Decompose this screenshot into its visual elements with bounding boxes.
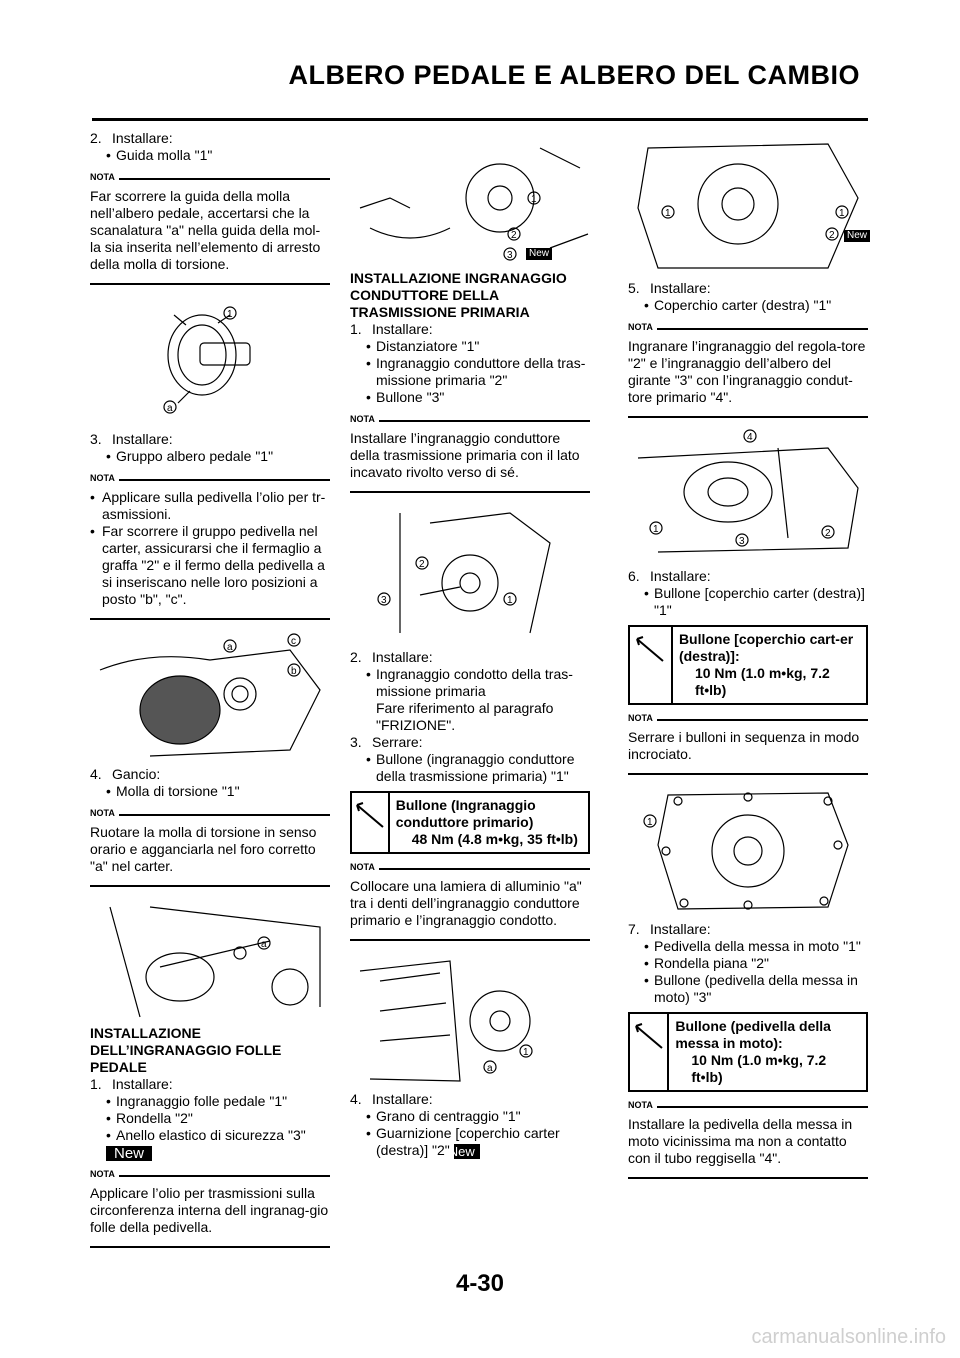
note-label: NOTA xyxy=(628,321,657,333)
note-label: NOTA xyxy=(350,861,379,873)
svg-text:1: 1 xyxy=(523,1047,529,1058)
figure-illustration xyxy=(628,785,868,915)
figure-bolt-sequence xyxy=(628,785,868,915)
note-text: Ingranare l’ingranaggio del regola-tore "2" e l’ingranaggio dell’albero del girante "3" con l’ingranaggio condut-tore primario "4". xyxy=(628,338,866,405)
torque-name: Bullone [coperchio cart-er (destra)]: xyxy=(678,631,854,664)
note-box xyxy=(90,808,330,887)
svg-text:3: 3 xyxy=(507,250,513,261)
figure-illustration xyxy=(350,503,590,643)
step-4: 4. Gancio: xyxy=(90,766,161,782)
torque-box xyxy=(628,1012,868,1092)
figure-kick-shaft xyxy=(90,630,330,760)
note-box xyxy=(350,862,590,941)
step-2: 2. Installare: xyxy=(350,649,433,665)
list-item: • Bullone (pedivella della messa in moto) "3" xyxy=(640,972,868,1006)
torque-name: Bullone (Ingranaggio conduttore primario) xyxy=(395,797,536,830)
torque-box xyxy=(628,625,868,705)
step-2: 2. Installare: xyxy=(90,130,173,146)
figure-illustration xyxy=(350,138,590,264)
note-box xyxy=(90,473,330,620)
svg-text:2: 2 xyxy=(829,230,835,241)
svg-text:2: 2 xyxy=(419,559,425,570)
note-label: NOTA xyxy=(628,1099,657,1111)
step-1: 1. Installare: xyxy=(90,1076,173,1092)
svg-text:2: 2 xyxy=(511,230,517,241)
watermark: carmanualsonline.info xyxy=(751,1326,946,1348)
torque-value: 10 Nm (1.0 m•kg, 7.2 ft•lb) xyxy=(691,1052,827,1085)
note-text: Serrare i bulloni in sequenza in modo incrociato. xyxy=(628,729,860,762)
svg-text:1: 1 xyxy=(653,524,659,535)
list-item: • Gruppo albero pedale "1" xyxy=(102,448,330,465)
svg-text:1: 1 xyxy=(531,194,537,205)
figure-torsion-spring xyxy=(90,897,330,1019)
torque-name: Bullone (pedivella della messa in moto): xyxy=(675,1018,831,1051)
note-text: Collocare una lamiera di alluminio "a" tra i denti dell’ingranaggio conduttore primario e l’ingranaggio condotto. xyxy=(350,878,582,928)
svg-text:a: a xyxy=(261,939,267,950)
note-label: NOTA xyxy=(90,807,119,819)
column-3 xyxy=(628,138,868,1189)
section-heading: INSTALLAZIONE DELL’INGRANAGGIO FOLLE PEDALE xyxy=(90,1025,282,1075)
section-heading: INSTALLAZIONE INGRANAGGIO CONDUTTORE DELLA TRASMISSIONE PRIMARIA xyxy=(350,270,567,320)
list-item: • Bullone (ingranaggio conduttore della trasmissione primaria) "1" xyxy=(362,751,590,785)
note-label: NOTA xyxy=(90,1168,119,1180)
new-badge: New xyxy=(526,248,552,260)
list-item: • Ingranaggio folle pedale "1" xyxy=(102,1093,330,1110)
list-item: • Anello elastico di sicurezza "3" xyxy=(102,1127,330,1144)
list-item: • Grano di centraggio "1" xyxy=(362,1108,590,1125)
list-item: • Pedivella della messa in moto "1" xyxy=(640,938,868,955)
torque-box xyxy=(350,791,590,854)
column-1 xyxy=(90,130,330,1258)
note-text: Applicare l’olio per trasmissioni sulla circonferenza interna dell ingranag-gio folle della pedivella. xyxy=(90,1185,329,1235)
list-item: • Coperchio carter (destra) "1" xyxy=(640,297,868,314)
svg-text:b: b xyxy=(291,666,297,677)
note-box xyxy=(90,172,330,285)
step-1: 1. Installare: xyxy=(350,321,433,337)
column-2 xyxy=(350,138,590,1159)
list-item: • Distanziatore "1" xyxy=(362,338,590,355)
svg-text:3: 3 xyxy=(739,536,745,547)
svg-text:3: 3 xyxy=(381,595,387,606)
page-number: 4-30 xyxy=(455,1270,505,1297)
figure-illustration xyxy=(90,295,330,425)
list-item: • Bullone "3" xyxy=(362,389,590,406)
new-badge: New xyxy=(844,230,870,242)
list-item: • Molla di torsione "1" xyxy=(102,783,330,800)
new-badge: New xyxy=(106,1146,152,1161)
note-label: NOTA xyxy=(628,712,657,724)
note-text: Installare l’ingranaggio conduttore della trasmissione primaria con il lato incavato rivolto verso di sé. xyxy=(350,430,580,480)
figure-illustration xyxy=(90,630,330,760)
figure-illustration xyxy=(628,138,868,274)
svg-text:2: 2 xyxy=(825,528,831,539)
note-label: NOTA xyxy=(90,171,119,183)
note-box xyxy=(350,414,590,493)
note-box xyxy=(628,713,868,775)
svg-text:c: c xyxy=(291,636,296,647)
step-6: 6. Installare: xyxy=(628,568,711,584)
new-badge: New xyxy=(454,1144,480,1159)
list-item: • Ingranaggio conduttore della tras-missione primaria "2" xyxy=(362,355,590,389)
figure-spring-guide xyxy=(90,295,330,425)
note-bullet: • Applicare sulla pedivella l’olio per tr-asmissioni. xyxy=(90,489,330,523)
svg-text:4: 4 xyxy=(747,432,753,443)
step-3: 3. Installare: xyxy=(90,431,173,447)
figure-illustration xyxy=(90,897,330,1019)
step-5: 5. Installare: xyxy=(628,280,711,296)
page-title: ALBERO PEDALE E ALBERO DEL CAMBIO xyxy=(288,60,860,90)
note-box xyxy=(628,322,868,418)
list-item: • Guida molla "1" xyxy=(102,147,330,164)
step-3: 3. Serrare: xyxy=(350,734,423,750)
list-item: • Bullone [coperchio carter (destra)] "1" xyxy=(640,585,868,619)
list-item: • Ingranaggio condotto della tras-missione primaria xyxy=(362,666,590,700)
svg-text:1: 1 xyxy=(839,208,845,219)
step-7: 7. Installare: xyxy=(628,921,711,937)
svg-text:1: 1 xyxy=(507,595,513,606)
svg-text:a: a xyxy=(227,642,233,653)
figure-drive-gear xyxy=(350,503,590,643)
note-text: Ruotare la molla di torsione in senso orario e agganciarla nel foro corretto "a" nel carter. xyxy=(90,824,317,874)
note-bullet: • Far scorrere il gruppo pedivella nel carter, assicurarsi che il fermaglio a graffa "2" e il fermo della pedivella a si inseriscano nelle loro posizioni a posto "b", "c". xyxy=(90,523,330,608)
figure-primary-drive xyxy=(350,138,590,264)
svg-text:1: 1 xyxy=(665,208,671,219)
note-label: NOTA xyxy=(350,413,379,425)
svg-text:a: a xyxy=(167,403,173,414)
wrench-icon xyxy=(630,627,673,703)
note-text: Installare la pedivella della messa in moto vicinissima ma non a contatto con il tubo reggisella "4". xyxy=(628,1116,853,1166)
torque-value: 48 Nm (4.8 m•kg, 35 ft•lb) xyxy=(411,831,578,847)
svg-text:1: 1 xyxy=(227,309,233,320)
wrench-icon xyxy=(352,793,390,852)
note-label: NOTA xyxy=(90,472,119,484)
torque-value: 10 Nm (1.0 m•kg, 7.2 ft•lb) xyxy=(694,665,830,698)
note-box xyxy=(90,1169,330,1248)
header-rule xyxy=(92,118,868,121)
list-item: • Guarnizione [coperchio carter (destra)] "2"New xyxy=(362,1125,590,1159)
svg-text:1: 1 xyxy=(647,817,653,828)
figure-illustration xyxy=(628,428,868,562)
list-item: • Rondella "2" xyxy=(102,1110,330,1127)
note-text: Far scorrere la guida della molla nell’albero pedale, accertarsi che la scanalatura "a" nella guida della mol-la sia inserita nell’elemento di arresto della molla di torsione. xyxy=(90,188,321,272)
svg-text:a: a xyxy=(487,1063,493,1074)
figure-aluminum-plate xyxy=(350,951,590,1085)
list-item: • Rondella piana "2" xyxy=(640,955,868,972)
figure-crankcase-gasket xyxy=(628,138,868,274)
reference-text: Fare riferimento al paragrafo "FRIZIONE". xyxy=(376,700,554,733)
figure-gear-mesh xyxy=(628,428,868,562)
figure-illustration xyxy=(350,951,590,1085)
note-box xyxy=(628,1100,868,1179)
wrench-icon xyxy=(630,1014,669,1090)
step-4: 4. Installare: xyxy=(350,1091,433,1107)
